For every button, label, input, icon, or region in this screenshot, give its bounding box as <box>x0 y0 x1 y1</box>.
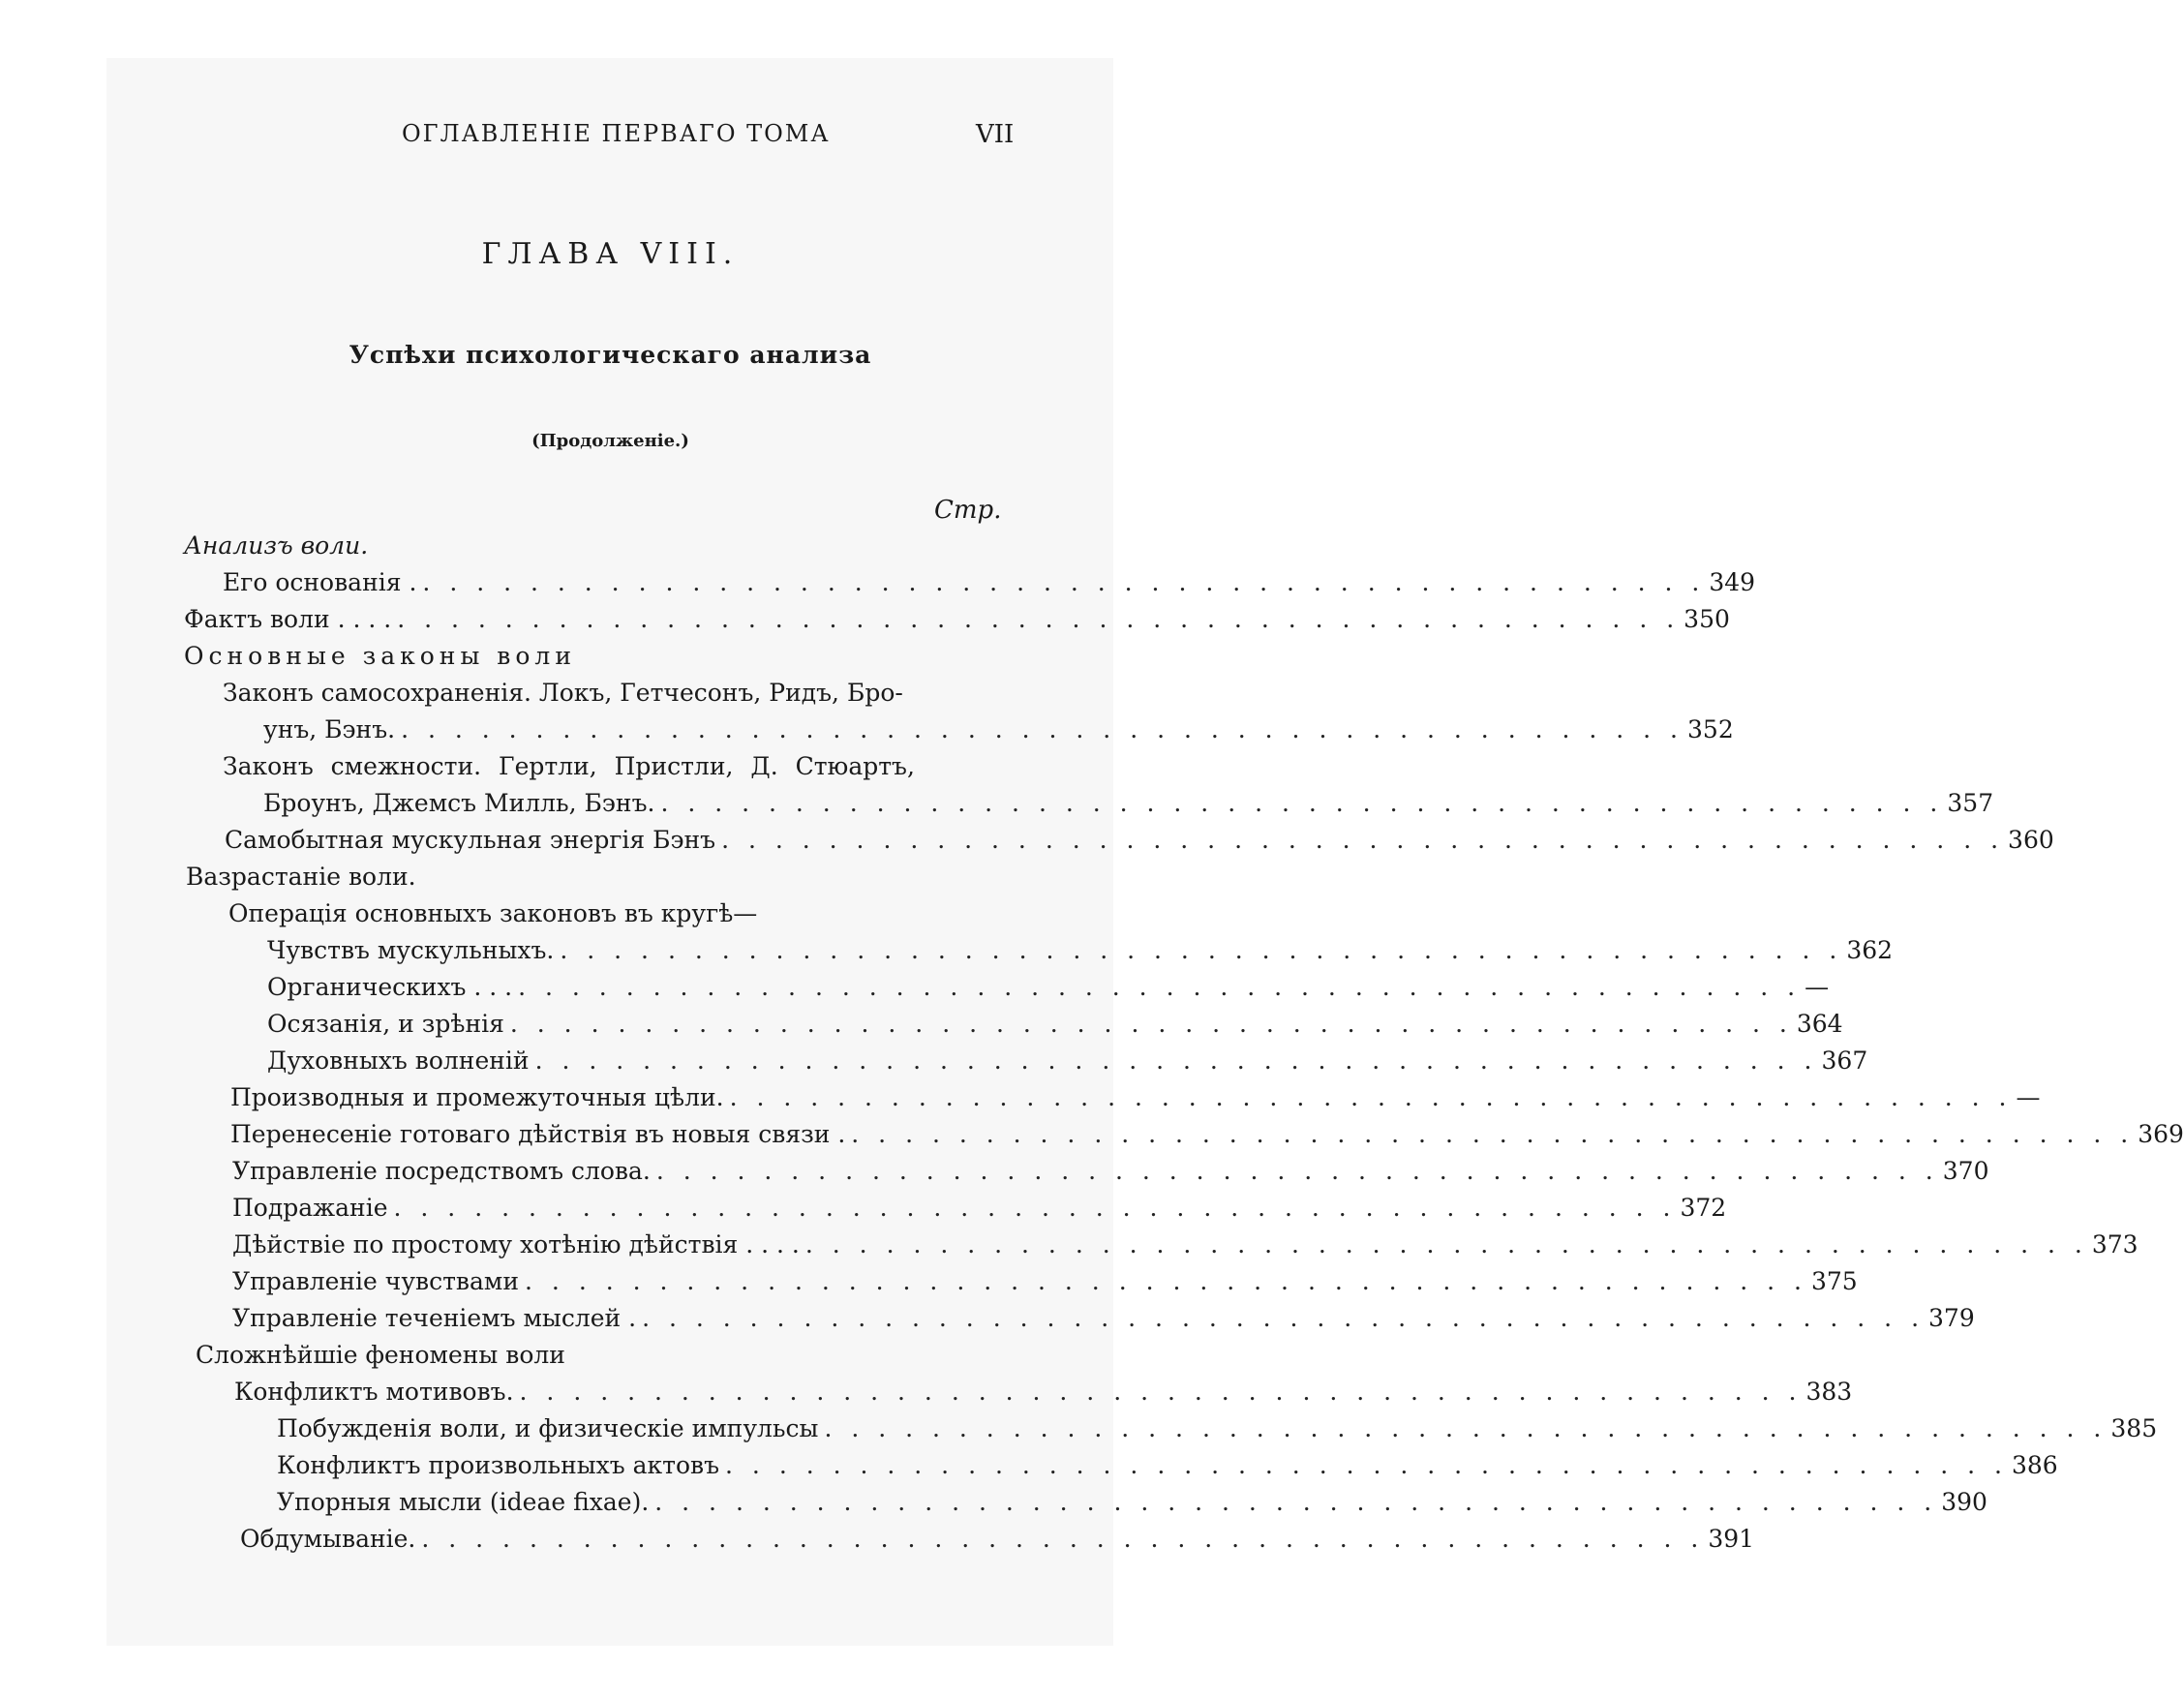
toc-entry <box>230 1117 2184 1152</box>
toc-entry-text: Управленіе теченіемъ мыслей . <box>232 1304 637 1332</box>
toc-entry-page: 360 <box>2008 826 2054 854</box>
toc-entry <box>267 1044 1868 1078</box>
toc-entry-text: Самобытная мускульная энергія Бэнъ <box>225 826 716 854</box>
toc-entry <box>277 1485 1987 1520</box>
leader-dots: . . . . . . . . . . . . . . . . . . . . . . . . . . . . . . . . . . . . . . . . . . . . . . . . <box>824 1414 2108 1442</box>
toc-entry-text: унъ, Бэнъ. <box>263 715 396 743</box>
running-title: ОГЛАВЛЕНІЕ ПЕРВАГО ТОМА <box>402 120 831 147</box>
toc-entry <box>234 1375 1853 1410</box>
toc-entry-page: 362 <box>1846 936 1894 964</box>
toc-entry <box>232 1264 1858 1299</box>
toc-entry <box>240 1522 1755 1557</box>
leader-dots: . . . . . . . . . . . . . . . . . . . . . . . . . . . . . . . . . . . . . . . . . . . . . . . . <box>393 1194 1677 1222</box>
leader-dots: . . . . . . . . . . . . . . . . . . . . . . . . . . . . . . . . . . . . . . . . . . . . . . . . <box>519 1378 1803 1406</box>
toc-entry <box>230 1080 2041 1115</box>
toc-entry-page: 350 <box>1684 605 1730 633</box>
toc-entry-page: 357 <box>1947 789 1994 817</box>
toc-entry-text: Конфликтъ произвольныхъ актовъ <box>277 1451 720 1479</box>
toc-entry-text: Вазрастаніе воли. <box>186 863 416 891</box>
leader-dots: . . . . . . . . . . . . . . . . . . . . . . . . . . . . . . . . . . . . . . . . . . . . . . . . <box>401 715 1684 743</box>
toc-entry-page: 390 <box>1941 1488 1987 1516</box>
toc-entry-page: 386 <box>2011 1451 2058 1479</box>
toc-entry-text: Духовныхъ волненій <box>267 1046 530 1075</box>
toc-entry-text: Анализъ воли. <box>184 531 369 560</box>
toc-entry <box>232 1301 1975 1336</box>
leader-dots: . . . . . . . . . . . . . . . . . . . . . . . . . . . . . . . . . . . . . . . . . . . . . . . . <box>654 1488 1938 1516</box>
toc-entry-text: Операція основныхъ законовъ въ кругѣ— <box>228 899 758 927</box>
toc-entry-page: 364 <box>1796 1010 1843 1038</box>
leader-dots: . . . . . . . . . . . . . . . . . . . . . . . . . . . . . . . . . . . . . . . . . . . . . . . . <box>397 605 1681 633</box>
toc-entry-text: Законъ смежности. Гертли, Пристли, Д. Стюартъ, <box>223 752 915 780</box>
toc-entry-page: 385 <box>2110 1414 2158 1442</box>
leader-dots: . . . . . . . . . . . . . . . . . . . . . . . . . . . . . . . . . . . . . . . . . . . . . . . . <box>525 1267 1807 1295</box>
toc-entry-page: — <box>2016 1083 2041 1111</box>
leader-dots: . . . . . . . . . . . . . . . . . . . . . . . . . . . . . . . . . . . . . . . . . . . . . . . . <box>721 826 2005 854</box>
toc-entry <box>184 639 1007 674</box>
toc-entry-page: — <box>1805 973 1830 1001</box>
leader-dots: . . . . . . . . . . . . . . . . . . . . . . . . . . . . . . . . . . . . . . . . . . . . . . . . <box>534 1046 1818 1075</box>
toc-entry <box>277 1411 2158 1446</box>
toc-entry-page: 375 <box>1810 1267 1858 1295</box>
toc-entry <box>186 860 1007 894</box>
leader-dots: . . . . . . . . . . . . . . . . . . . . . . . . . . . . . . . . . . . . . . . . . . . . . . . . <box>729 1083 2013 1111</box>
toc-entry <box>228 896 1007 931</box>
toc-entry-page: 373 <box>2091 1230 2138 1258</box>
toc-entry-text: Подражаніе <box>232 1194 388 1222</box>
leader-dots: . . . . . . . . . . . . . . . . . . . . . . . . . . . . . . . . . . . . . . . . . . . . . . . . <box>560 936 1843 964</box>
toc-entry <box>232 1191 1727 1226</box>
toc-entry <box>225 823 2054 858</box>
toc-entry <box>263 786 1994 821</box>
toc-entry-page: 391 <box>1708 1525 1755 1553</box>
toc-entry-text: Обдумываніе. <box>240 1525 416 1553</box>
toc-entry-text: Чувствъ мускульныхъ. <box>267 936 555 964</box>
leader-dots: . . . . . . . . . . . . . . . . . . . . . . . . . . . . . . . . . . . . . . . . . . . . . . . . <box>851 1120 2135 1148</box>
toc-entry <box>196 1338 1007 1373</box>
toc-entry <box>223 749 1007 784</box>
toc-entry-text: Фактъ воли . . . . <box>184 605 392 633</box>
leader-dots: . . . . . . . . . . . . . . . . . . . . . . . . . . . . . . . . . . . . . . . . . . . . . . . . <box>642 1304 1926 1332</box>
toc-entry-text: Законъ самосохраненія. Локъ, Гетчесонъ, Ридъ, Бро- <box>223 679 903 707</box>
toc-entry-text: Его основанія . <box>223 568 417 596</box>
leader-dots: . . . . . . . . . . . . . . . . . . . . . . . . . . . . . . . . . . . . . . . . . . . . . . . . <box>725 1451 2008 1479</box>
toc-entry-text: Основные законы воли <box>184 642 576 670</box>
toc-entry <box>267 933 1894 968</box>
toc-entry <box>223 676 1007 711</box>
leader-dots: . . . . . . . . . . . . . . . . . . . . . . . . . . . . . . . . . . . . . . . . . . . . . . . . <box>509 1010 1793 1038</box>
toc-entry-text: Производныя и промежуточныя цѣли. <box>230 1083 724 1111</box>
toc-entry-page: 369 <box>2138 1120 2184 1148</box>
chapter-label: ГЛАВА VIII. <box>481 237 740 271</box>
toc-entry-page: 383 <box>1805 1378 1853 1406</box>
toc-entry <box>267 970 1830 1005</box>
toc-entry-text: Управленіе посредствомъ слова. <box>232 1157 651 1185</box>
toc-entry-text: Дѣйствіе по простому хотѣнію дѣйствія . . . . <box>232 1230 800 1258</box>
toc-entry <box>267 1007 1843 1042</box>
toc-entry <box>232 1154 1989 1189</box>
toc-entry-page: 349 <box>1709 568 1756 596</box>
toc-entry <box>277 1448 2058 1483</box>
toc-entry-page: 370 <box>1942 1157 1989 1185</box>
leader-dots: . . . . . . . . . . . . . . . . . . . . . . . . . . . . . . . . . . . . . . . . . . . . . . . . <box>804 1230 2088 1258</box>
toc-entry-page: 352 <box>1687 715 1734 743</box>
chapter-title: Успѣхи психологическаго анализа <box>349 341 872 369</box>
toc-entry-text: Побужденія воли, и физическіе импульсы <box>277 1414 819 1442</box>
chapter-note: (Продолженіе.) <box>531 431 689 451</box>
toc-entry-page: 372 <box>1680 1194 1727 1222</box>
toc-entry <box>223 565 1756 600</box>
toc-entry-text: Осязанія, и зрѣнія <box>267 1010 504 1038</box>
page-number: VII <box>976 120 1015 149</box>
toc-entry-text: Перенесеніе готоваго дѣйствія въ новыя связи . <box>230 1120 846 1148</box>
toc-entry <box>232 1228 2138 1262</box>
leader-dots: . . . . . . . . . . . . . . . . . . . . . . . . . . . . . . . . . . . . . . . . . . . . . . . . <box>518 973 1802 1001</box>
toc-entry-text: Сложнѣйшіе феномены воли <box>196 1341 565 1369</box>
leader-dots: . . . . . . . . . . . . . . . . . . . . . . . . . . . . . . . . . . . . . . . . . . . . . . . . <box>422 568 1706 596</box>
toc-entry-text: Конфликтъ мотивовъ. <box>234 1378 514 1406</box>
leader-dots: . . . . . . . . . . . . . . . . . . . . . . . . . . . . . . . . . . . . . . . . . . . . . . . . <box>421 1525 1705 1553</box>
toc-entry-page: 367 <box>1821 1046 1868 1075</box>
toc-entry <box>263 713 1734 747</box>
leader-dots: . . . . . . . . . . . . . . . . . . . . . . . . . . . . . . . . . . . . . . . . . . . . . . . . <box>655 1157 1939 1185</box>
toc-entry-page: 379 <box>1928 1304 1975 1332</box>
toc-entry <box>184 602 1730 637</box>
toc-entry <box>184 529 1007 563</box>
toc-entry-text: Упорныя мысли (ideae fixae). <box>277 1488 650 1516</box>
toc-entry-text: Органическихъ . . . <box>267 973 513 1001</box>
toc-entry-text: Управленіе чувствами <box>232 1267 520 1295</box>
page-column-label: Стр. <box>934 496 1002 525</box>
leader-dots: . . . . . . . . . . . . . . . . . . . . . . . . . . . . . . . . . . . . . . . . . . . . . . . . <box>660 789 1944 817</box>
toc-entry-text: Броунъ, Джемсъ Милль, Бэнъ. <box>263 789 655 817</box>
